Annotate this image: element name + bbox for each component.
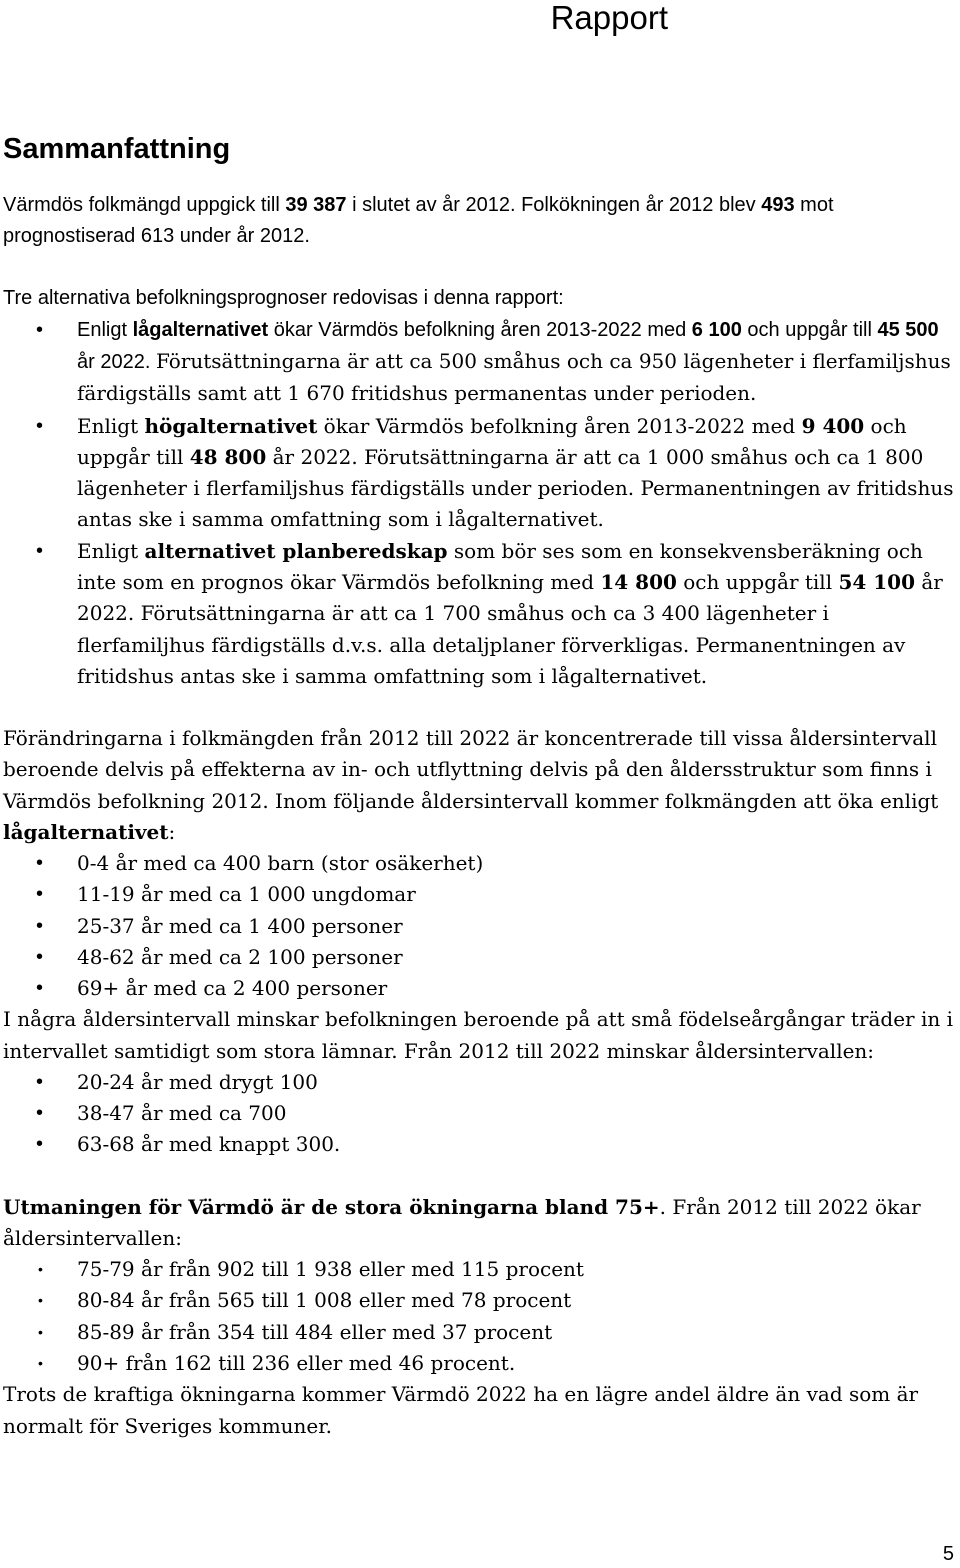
elderly-list-item: • 80-84 år från 565 till 1 008 eller med 78 procent bbox=[3, 1285, 960, 1316]
challenge-paragraph bbox=[3, 1192, 960, 1254]
text-fragment: Enligt bbox=[77, 538, 145, 563]
text-fragment: Enligt bbox=[77, 318, 133, 341]
page-header-title: Rapport bbox=[550, 0, 668, 36]
text-fragment: Tre alternativa befolkningsprognoser redovisas i denna rapport: bbox=[3, 287, 564, 310]
conclusion-paragraph bbox=[3, 1379, 960, 1441]
bold-text: 45 500 bbox=[877, 318, 939, 341]
document-body bbox=[3, 128, 960, 1442]
text-fragment: i slutet av år 2012. Folkökningen år 2012 blev bbox=[346, 194, 762, 216]
text-fragment: Förändringarna i folkmängden från 2012 till 2022 är koncentrerade till vissa åldersintervall beroende delvis på effekterna av in- och utflyttning delvis på den åldersstruktur som finns i Värmdös befolkning 2012. Inom följande åldersintervall kommer folkmängden att öka enligt bbox=[3, 726, 939, 813]
increase-list-item: • 48-62 år med ca 2 100 personer bbox=[3, 942, 960, 973]
increase-list-item: • 0-4 år med ca 400 barn (stor osäkerhet) bbox=[3, 848, 960, 879]
bold-text: lågalternativet bbox=[132, 318, 269, 341]
bold-text: Utmaningen för Värmdö är de stora ökningarna bland 75+ bbox=[3, 1194, 660, 1219]
bold-text: 6 100 bbox=[691, 318, 742, 341]
elderly-list bbox=[3, 1254, 960, 1379]
text-fragment: och uppgår till bbox=[676, 569, 839, 594]
text-fragment: och uppgår till bbox=[77, 413, 907, 469]
bold-text: 493 bbox=[761, 194, 795, 216]
decreases-paragraph bbox=[3, 1004, 960, 1066]
text-fragment: ökar Värmdös befolkning åren 2013-2022 med bbox=[268, 318, 692, 341]
text-fragment: Enligt bbox=[77, 413, 145, 438]
text-fragment: som bör ses som en konsekvensberäkning och inte som en prognos ökar Värmdös befolkning med bbox=[77, 538, 923, 594]
decrease-list-item: • 38-47 år med ca 700 bbox=[3, 1098, 960, 1129]
text-fragment: mot prognostiserad 613 under år 2012. bbox=[3, 194, 834, 248]
bold-text: alternativet planberedskap bbox=[144, 538, 448, 563]
elderly-list-item: • 90+ från 162 till 236 eller med 46 procent. bbox=[3, 1348, 960, 1379]
bold-text: lågalternativet bbox=[3, 819, 169, 844]
bold-text: 14 800 bbox=[600, 569, 677, 594]
bold-text: 9 400 bbox=[801, 413, 865, 438]
text-fragment: Förutsättningarna är att ca 500 småhus och ca 950 lägenheter i flerfamiljshus färdigställs samt att 1 670 fritidshus permanentas under perioden. bbox=[77, 348, 951, 406]
elderly-list-item: • 75-79 år från 902 till 1 938 eller med 115 procent bbox=[3, 1254, 960, 1285]
bold-text: 48 800 bbox=[189, 444, 267, 469]
increase-list-item: • 69+ år med ca 2 400 personer bbox=[3, 973, 960, 1004]
decrease-list-item: • 63-68 år med knappt 300. bbox=[3, 1129, 960, 1160]
text-fragment: I några åldersintervall minskar befolkningen beroende på att små födelseårgångar träder in i intervallet samtidigt som stora lämnar. Från 2012 till 2022 minskar åldersintervallen: bbox=[3, 1007, 953, 1063]
text-fragment: Värmdös folkmängd uppgick till bbox=[3, 194, 286, 216]
text-fragment: år 2022. Förutsättningarna är att ca 1 700 småhus och ca 3 400 lägenheter i flerfamiljhus färdigställs d.v.s. alla detaljplaner förverkligas. Permanentningen av fritidshus antas ske i samma omfattning som i lågalternativet. bbox=[77, 569, 943, 688]
text-fragment: Förutsättningarna är att ca 1 000 småhus och ca 1 800 lägenheter i flerfamiljshus färdigställs under perioden. Permanentningen av fritidshus antas ske i samma omfattning som i lågalternativet. bbox=[77, 444, 954, 532]
bold-text: 39 387 bbox=[285, 194, 347, 216]
decrease-list-item: • 20-24 år med drygt 100 bbox=[3, 1067, 960, 1098]
text-fragment: : bbox=[168, 819, 176, 844]
text-fragment: år 2022. bbox=[266, 444, 365, 469]
bold-text: högalternativet bbox=[144, 413, 318, 438]
increase-list-item: • 11-19 år med ca 1 000 ungdomar bbox=[3, 879, 960, 910]
increases-list bbox=[3, 848, 960, 1004]
list-item-low-alternative bbox=[3, 315, 960, 411]
section-heading: Sammanfattning bbox=[3, 133, 231, 165]
text-fragment: år 2022. bbox=[77, 350, 156, 373]
changes-paragraph bbox=[3, 723, 960, 848]
alternatives-intro-paragraph bbox=[3, 283, 960, 314]
decreases-list bbox=[3, 1067, 960, 1161]
text-fragment: ökar Värmdös befolkning åren 2013-2022 med bbox=[317, 413, 802, 438]
text-fragment: och uppgår till bbox=[741, 318, 878, 341]
text-fragment: . Från 2012 till 2022 ökar åldersintervallen: bbox=[3, 1194, 921, 1250]
list-item-high-alternative bbox=[3, 411, 960, 536]
increase-list-item: • 25-37 år med ca 1 400 personer bbox=[3, 911, 960, 942]
text-fragment: Trots de kraftiga ökningarna kommer Värmdö 2022 ha en lägre andel äldre än vad som är normalt för Sveriges kommuner. bbox=[3, 1382, 919, 1438]
page-number: 5 bbox=[942, 1543, 954, 1565]
alternatives-list bbox=[3, 315, 960, 693]
bold-text: 54 100 bbox=[838, 569, 916, 594]
elderly-list-item: • 85-89 år från 354 till 484 eller med 37 procent bbox=[3, 1317, 960, 1348]
intro-paragraph bbox=[3, 190, 960, 252]
list-item-planning-alternative bbox=[3, 536, 960, 692]
